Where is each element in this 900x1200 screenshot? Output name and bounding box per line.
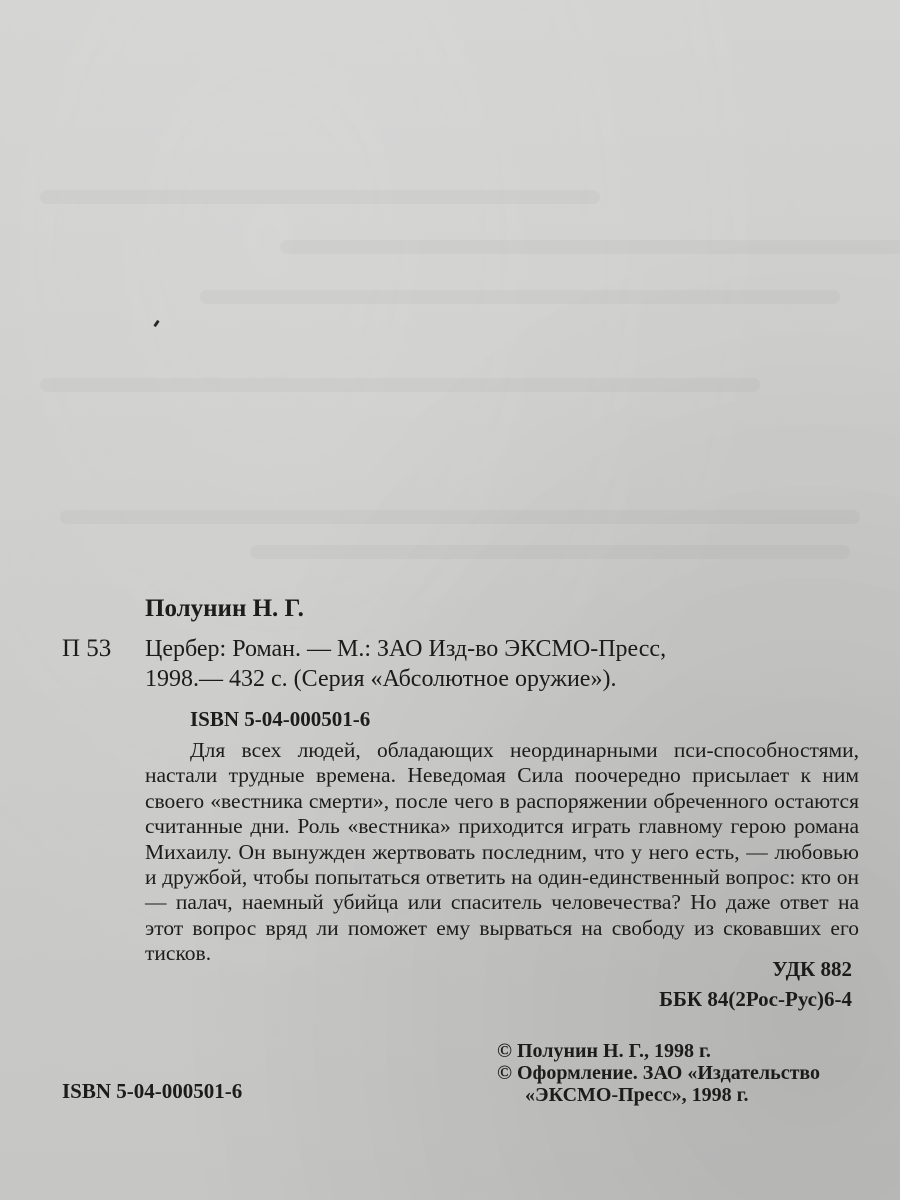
author-name: Полунин Н. Г. — [145, 595, 304, 622]
show-through-line — [40, 190, 600, 204]
catalog-code: П 53 — [62, 635, 112, 662]
isbn-footer: ISBN 5-04-000501-6 — [62, 1079, 243, 1103]
show-through-line — [200, 290, 840, 304]
bbk-index: ББК 84(2Рос-Рус)6-4 — [659, 987, 852, 1011]
book-annotation: Для всех людей, обладающих неординарными пси-способностями, настали трудные времена. Неведомая Сила поочередно присылает к ним своего «вестника смерти», после чего в распоряжении обреченного остаются считанные дни. Роль «вестника» приходится играть главному герою романа Михаилу. Он вынужден жертвовать последним, что у него есть, — любовью и дружбой, чтобы попытаться ответить на один-единственный вопрос: кто он — палач, наемный убийца или спаситель человечества? Но даже ответ на этот вопрос вряд ли поможет ему вырваться на свободу из сковавших его тисков. — [145, 738, 859, 966]
bibliographic-line: Цербер: Роман. — М.: ЗАО Изд-во ЭКСМО-Пресс, — [145, 636, 667, 662]
bibliographic-description — [145, 634, 859, 694]
show-through-line — [60, 510, 860, 524]
show-through-line — [280, 240, 900, 254]
show-through-line — [40, 378, 760, 392]
udk-index: УДК 882 — [772, 957, 852, 981]
show-through-line — [250, 545, 850, 559]
copyright-design: © Оформление. ЗАО «Издательство — [497, 1062, 821, 1084]
isbn-number: ISBN 5-04-000501-6 — [190, 707, 371, 731]
ink-speck — [153, 320, 159, 327]
copyright-publisher: «ЭКСМО-Пресс», 1998 г. — [525, 1084, 749, 1106]
copyright-author: © Полунин Н. Г., 1998 г. — [497, 1040, 711, 1062]
bibliographic-line: 1998.— 432 с. (Серия «Абсолютное оружие»). — [145, 666, 617, 692]
